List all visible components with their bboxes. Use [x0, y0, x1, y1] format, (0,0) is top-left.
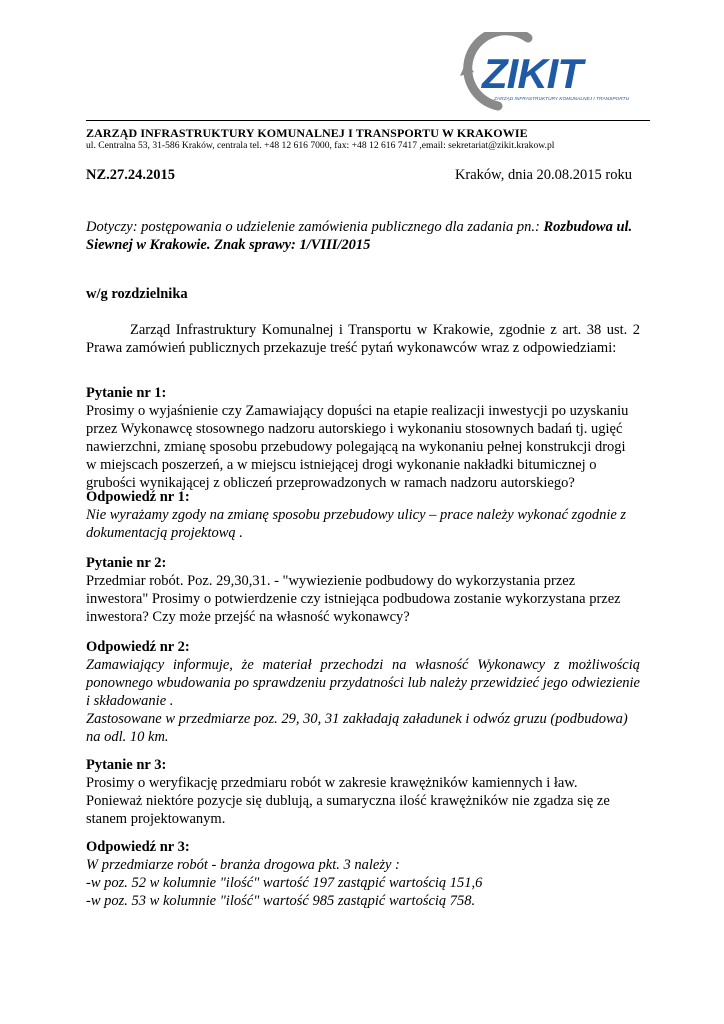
answer-heading: Odpowiedź nr 3: [86, 839, 190, 855]
answer-heading: Odpowiedź nr 1: [86, 489, 190, 505]
intro-paragraph [86, 321, 640, 357]
answer-line: -w poz. 53 w kolumnie "ilość" wartość 985 zastąpić wartością 758. [86, 893, 476, 909]
answer-line: dokumentacją projektową . [86, 525, 243, 541]
intro-text: Zarząd Infrastruktury Komunalnej i Transportu w Krakowie, zgodnie z art. 38 ust. 2 Prawa zamówień publicznych przekazuje treść pytań wykonawców wraz z odpowiedziami: [86, 322, 640, 356]
subject-prefix: Dotyczy: postępowania o udzielenie zamówienia publicznego dla zadania pn.: [86, 219, 544, 235]
distribution-line: w/g rozdzielnika [86, 286, 188, 302]
reference-number: NZ.27.24.2015 [86, 167, 176, 183]
answer-paragraph: Zamawiający informuje, że materiał przechodzi na własność Wykonawcy z możliwością ponownego wbudowania po sprawdzeniu przydatności lub należy przewidzieć jego odwiezienie i składowanie . [86, 657, 640, 709]
header-divider [86, 120, 650, 121]
place-and-date: Kraków, dnia 20.08.2015 roku [454, 167, 632, 183]
answer-line: -w poz. 52 w kolumnie "ilość" wartość 197 zastąpić wartością 151,6 [86, 875, 483, 891]
answer-line: Nie wyrażamy zgody na zmianę sposobu przebudowy ulicy – prace należy wykonać zgodnie z [86, 507, 627, 523]
question-line: nawierzchni, zmianę sposobu przebudowy polegającą na wykonaniu pełnej konstrukcji drogi [86, 439, 626, 455]
answer-2 [86, 638, 640, 746]
question-1 [86, 384, 640, 492]
answer-1 [86, 488, 640, 542]
zikit-logo [458, 32, 640, 116]
answer-heading: Odpowiedź nr 2: [86, 639, 190, 655]
logo-brand-text: ZIKIT [482, 50, 582, 97]
question-line: Przedmiar robót. Poz. 29,30,31. - "wywiezienie podbudowy do wykorzystania przez [86, 573, 576, 589]
question-line: Prosimy o weryfikację przedmiaru robót w zakresie krawężników kamiennych i ław. [86, 775, 578, 791]
subject-title: Rozbudowa ul. Siewnej w Krakowie. Znak sprawy: 1/VIII/2015 [86, 219, 633, 253]
question-line: inwestora" Prosimy o potwierdzenie czy istniejąca podbudowa zostanie wykorzystana przez [86, 591, 621, 607]
question-line: grubości wynikającej z obliczeń przeprowadzonych w ramach nadzoru autorskiego? [86, 475, 575, 491]
organization-name: ZARZĄD INFRASTRUKTURY KOMUNALNEJ I TRANSPORTU W KRAKOWIE [86, 126, 528, 140]
answer-line: W przedmiarze robót - branża drogowa pkt. 3 należy : [86, 857, 400, 873]
question-line: Prosimy o wyjaśnienie czy Zamawiający dopuści na etapie realizacji inwestycji po uzyskaniu [86, 403, 629, 419]
question-3 [86, 756, 640, 828]
answer-3 [86, 838, 640, 910]
question-line: Ponieważ niektóre pozycje się dublują, a sumaryczna ilość krawężników nie zgadza się ze [86, 793, 610, 809]
organization-address: ul. Centralna 53, 31-586 Kraków, centrala tel. +48 12 616 7000, fax: +48 12 616 7417 ,email: sekretariat@zikit.krakow.pl [86, 140, 555, 151]
question-heading: Pytanie nr 2: [86, 555, 167, 571]
question-line: przez Wykonawcę stosownego nadzoru autorskiego i wykonaniu stosownych badań tj. ugięć [86, 421, 623, 437]
question-line: w miejscach poszerzeń, a w miejscu istniejącej drogi wykonanie nakładki bitumicznej o [86, 457, 597, 473]
answer-paragraph: Zastosowane w przedmiarze poz. 29, 30, 31 zakładają załadunek i odwóz gruzu (podbudowa) na odl. 10 km. [86, 711, 628, 745]
question-line: stanem projektowanym. [86, 811, 226, 827]
subject-line [86, 218, 640, 254]
question-2 [86, 554, 640, 626]
logo-subtext: ZARZĄD INFRASTRUKTURY KOMUNALNEJ I TRANSPORTU [494, 97, 630, 102]
question-heading: Pytanie nr 1: [86, 385, 167, 401]
question-line: inwestora? Czy może przejść na własność wykonawcy? [86, 609, 410, 625]
question-heading: Pytanie nr 3: [86, 757, 167, 773]
